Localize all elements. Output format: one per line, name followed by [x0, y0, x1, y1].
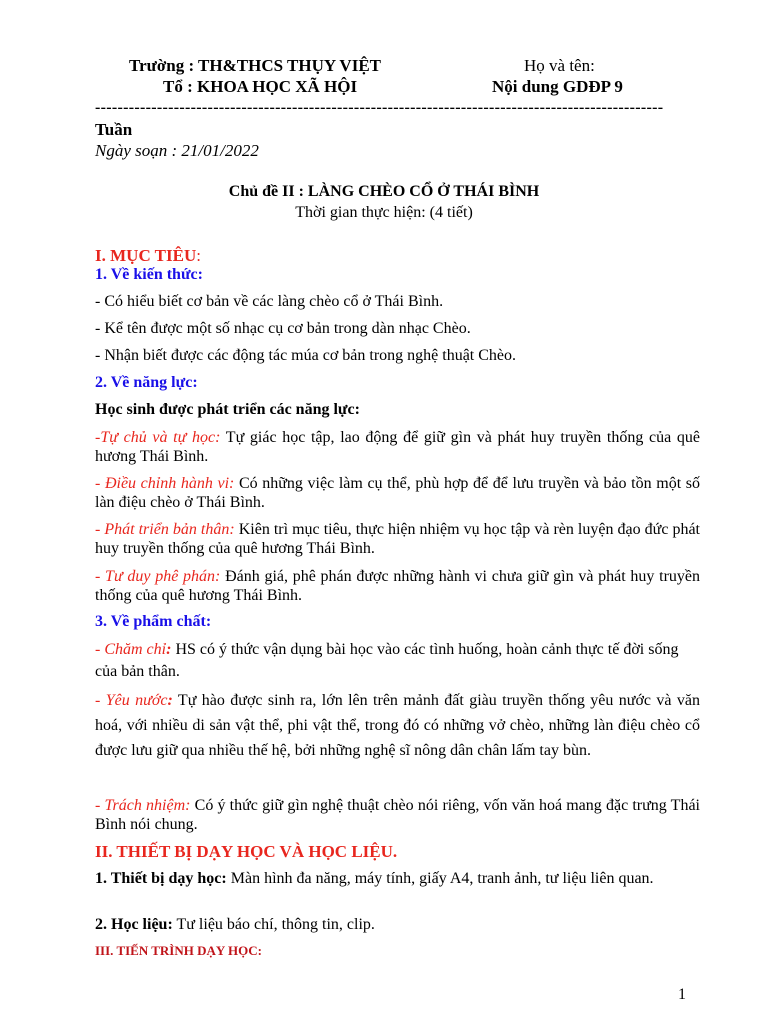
- section-2-item: [95, 916, 375, 934]
- name-label: Họ và tên:: [524, 56, 595, 75]
- section-2-item: [95, 869, 700, 888]
- section-1-heading-colon: :: [196, 246, 201, 265]
- quality-label: - Trách nhiệm:: [95, 797, 191, 814]
- competence-label: - Điều chỉnh hành vi:: [95, 475, 235, 492]
- quality-heading: 3. Về phẩm chất:: [95, 613, 212, 630]
- page-number: 1: [678, 986, 686, 1003]
- section-1-heading: [95, 246, 201, 266]
- competence-item: [95, 474, 700, 512]
- prep-date: Ngày soạn : 21/01/2022: [95, 141, 259, 160]
- knowledge-item: - Kể tên được một số nhạc cụ cơ bản trong dàn nhạc Chèo.: [95, 320, 471, 337]
- content-label: Nội dung GDĐP 9: [492, 77, 623, 96]
- section-3-heading: III. TIẾN TRÌNH DẠY HỌC:: [95, 943, 262, 958]
- week-label: Tuần: [95, 120, 133, 139]
- competence-text: Tự giác học tập, lao động để giữ gìn và phát huy truyền thống của quê hương Thái Bình.: [95, 429, 700, 465]
- competence-text: Kiên trì mục tiêu, thực hiện nhiệm vụ học tập và rèn luyện đạo đức phát huy truyền thống của quê hương Thái Bình.: [95, 521, 701, 557]
- group-name: Tổ : KHOA HỌC XÃ HỘI: [163, 77, 358, 96]
- competence-subheading: Học sinh được phát triển các năng lực:: [95, 401, 360, 418]
- section-2-label: 1. Thiết bị dạy học:: [95, 870, 227, 887]
- section-1-heading-text: I. MỤC TIÊU: [95, 246, 197, 265]
- topic-title: Chủ đề II : LÀNG CHÈO CỔ Ở THÁI BÌNH: [228, 183, 540, 200]
- knowledge-item: - Nhận biết được các động tác múa cơ bản trong nghệ thuật Chèo.: [95, 347, 517, 364]
- quality-colon: :: [166, 641, 172, 658]
- quality-text: HS có ý thức vận dụng bài học vào các tình huống, hoàn cảnh thực tế đời sống của bản thân.: [95, 641, 679, 680]
- competence-label: - Tư duy phê phán:: [95, 568, 221, 585]
- quality-text: Có ý thức giữ gìn nghệ thuật chèo nói riêng, vốn văn hoá mang đặc trưng Thái Bình nói chung.: [95, 797, 701, 833]
- quality-item: [95, 688, 700, 763]
- competence-item: [95, 520, 700, 558]
- section-2-label: 2. Học liệu:: [95, 916, 173, 933]
- topic-duration: Thời gian thực hiện: (4 tiết): [295, 204, 473, 221]
- competence-text: Có những việc làm cụ thể, phù hợp để để lưu truyền và bảo tồn một số làn điệu chèo ở Thái Bình.: [95, 475, 700, 511]
- section-2-text: Tư liệu báo chí, thông tin, clip.: [172, 916, 375, 933]
- competence-label: - Phát triển bản thân:: [95, 521, 235, 538]
- quality-text: Tự hào được sinh ra, lớn lên trên mảnh đất giàu truyền thống yêu nước và văn hoá, với nhiều di sản vật thể, phi vật thể, trong đó có những vở chèo, những làn điệu chèo cổ được lưu giữ qua nhiều thế hệ, bởi những nghệ sĩ nông dân chân lấm tay bùn.: [95, 692, 701, 759]
- quality-item: [95, 796, 700, 834]
- competence-item: [95, 428, 700, 466]
- school-name: Trường : TH&THCS THỤY VIỆT: [129, 56, 382, 75]
- knowledge-item: - Có hiểu biết cơ bản về các làng chèo cổ ở Thái Bình.: [95, 293, 444, 310]
- quality-label: - Yêu nước: [95, 692, 168, 709]
- competence-item: [95, 567, 700, 605]
- competence-heading: 2. Về năng lực:: [95, 374, 198, 391]
- quality-colon: :: [167, 692, 173, 709]
- competence-label: -Tự chủ và tự học:: [95, 429, 221, 446]
- section-2-heading: II. THIẾT BỊ DẠY HỌC VÀ HỌC LIỆU.: [95, 842, 398, 861]
- section-2-text: Màn hình đa năng, máy tính, giấy A4, tranh ảnh, tư liệu liên quan.: [226, 870, 654, 887]
- quality-item: [95, 639, 700, 683]
- competence-text: Đánh giá, phê phán được những hành vi chưa giữ gìn và phát huy truyền thống của quê hương Thái Bình.: [95, 568, 701, 604]
- header-divider: -----------------------------------------------------------------------------------------------------: [95, 99, 664, 116]
- quality-label: - Chăm chỉ: [95, 641, 167, 658]
- knowledge-heading: 1. Về kiến thức:: [95, 266, 203, 283]
